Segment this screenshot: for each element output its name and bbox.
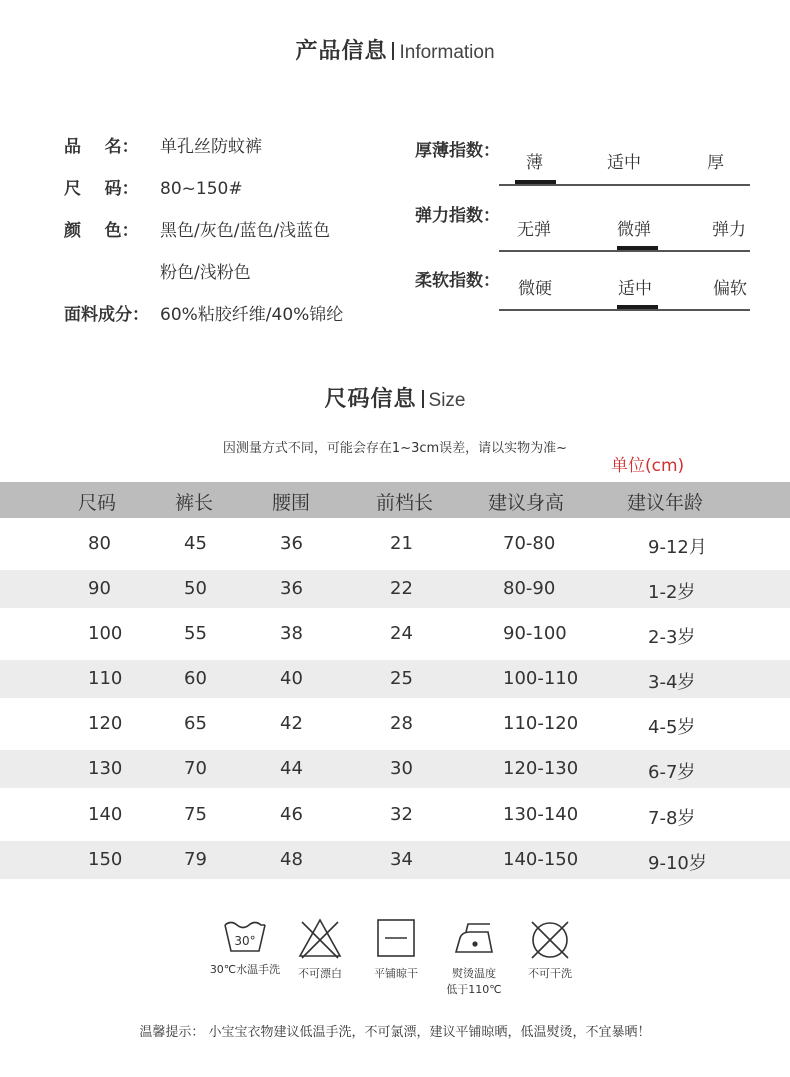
- unit-label: 单位(cm): [611, 456, 685, 476]
- cell-height: 140-150: [503, 849, 579, 870]
- care-hand-wash: [205, 916, 285, 978]
- size-title-en: Size: [428, 390, 466, 411]
- cell-front-rise: 22: [390, 578, 413, 599]
- cell-pants-length: 45: [184, 533, 207, 554]
- header-size: 尺码: [78, 492, 117, 514]
- softness-option-firm: 微硬: [518, 279, 552, 299]
- care-iron-low: [434, 916, 514, 998]
- cell-size: 80: [88, 533, 111, 554]
- title-divider: [392, 42, 394, 60]
- info-title-zh: 产品信息: [295, 39, 388, 64]
- no-dry-clean-icon: [526, 916, 574, 964]
- care-tip: 温馨提示： 小宝宝衣物建议低温手洗，不可氯漂，建议平铺晾晒，低温熨烫，不宜暴晒！: [139, 1025, 651, 1040]
- elasticity-index-label: 弹力指数：: [415, 206, 500, 226]
- table-row: [0, 750, 790, 788]
- product-fabric-label: 面料成分：: [64, 305, 149, 325]
- cell-front-rise: 30: [390, 758, 413, 779]
- softness-option-soft: 偏软: [713, 279, 747, 299]
- product-size-label: 尺 码：: [64, 179, 139, 199]
- thickness-index-label: 厚薄指数：: [415, 141, 500, 161]
- product-color-label: 颜 色：: [64, 221, 139, 241]
- cell-waist: 36: [280, 578, 303, 599]
- cell-front-rise: 21: [390, 533, 413, 554]
- cell-age: 4-5岁: [648, 717, 696, 738]
- table-row: [0, 660, 790, 698]
- cell-height: 90-100: [503, 623, 567, 644]
- cell-height: 100-110: [503, 668, 579, 689]
- cell-pants-length: 79: [184, 849, 207, 870]
- header-age: 建议年龄: [627, 492, 704, 514]
- cell-front-rise: 34: [390, 849, 413, 870]
- product-fabric-value: 60%粘胶纤维/40%锦纶: [160, 305, 344, 325]
- cell-pants-length: 70: [184, 758, 207, 779]
- cell-waist: 40: [280, 668, 303, 689]
- care-no-bleach: [280, 916, 360, 982]
- cell-pants-length: 55: [184, 623, 207, 644]
- thickness-option-thin: 薄: [526, 153, 543, 173]
- care-caption-line-1: 熨烫温度: [452, 967, 496, 980]
- cell-front-rise: 25: [390, 668, 413, 689]
- size-title-zh: 尺码信息: [324, 387, 417, 412]
- cell-waist: 46: [280, 804, 303, 825]
- care-caption: 30℃水温手洗: [209, 963, 281, 976]
- cell-waist: 42: [280, 713, 303, 734]
- cell-height: 130-140: [503, 804, 579, 825]
- table-row: [0, 841, 790, 879]
- cell-age: 2-3岁: [648, 627, 696, 648]
- iron-low-icon: [450, 916, 498, 960]
- cell-age: 9-12月: [648, 537, 707, 558]
- cell-size: 140: [88, 804, 123, 825]
- product-name-row: [64, 135, 262, 159]
- product-color-value: 黑色/灰色/蓝色/浅蓝色: [160, 221, 331, 241]
- elasticity-option-slight: 微弹: [617, 220, 651, 240]
- cell-height: 70-80: [503, 533, 556, 554]
- softness-option-medium: 适中: [618, 279, 652, 299]
- hand-wash-30-icon: [221, 916, 269, 956]
- cell-age: 9-10岁: [648, 853, 707, 874]
- size-table-header: [0, 482, 790, 518]
- cell-size: 120: [88, 713, 123, 734]
- cell-pants-length: 50: [184, 578, 207, 599]
- product-name-value: 单孔丝防蚊裤: [160, 137, 262, 157]
- header-waist: 腰围: [272, 492, 311, 514]
- thickness-option-medium: 适中: [607, 153, 641, 173]
- cell-pants-length: 65: [184, 713, 207, 734]
- care-caption: [434, 966, 514, 998]
- table-row: [0, 525, 790, 563]
- cell-waist: 48: [280, 849, 303, 870]
- table-row: [0, 615, 790, 653]
- wash-temp-text: 30°: [234, 934, 256, 948]
- header-pants-length: 裤长: [175, 492, 214, 514]
- no-bleach-icon: [296, 916, 344, 960]
- elasticity-option-stretch: 弹力: [712, 220, 746, 240]
- cell-front-rise: 28: [390, 713, 413, 734]
- cell-age: 1-2岁: [648, 582, 696, 603]
- header-front-rise: 前档长: [376, 492, 434, 514]
- size-section-title: [0, 382, 790, 413]
- title-divider: [422, 390, 424, 408]
- header-height: 建议身高: [488, 492, 565, 514]
- product-fabric-row: [64, 303, 343, 327]
- cell-height: 80-90: [503, 578, 556, 599]
- table-row: [0, 796, 790, 834]
- product-size-row: [64, 177, 243, 201]
- care-no-dry-clean: [510, 916, 590, 982]
- product-size-value: 80~150#: [160, 179, 243, 199]
- product-color-row: [64, 219, 330, 243]
- cell-front-rise: 32: [390, 804, 413, 825]
- measurement-note: 因测量方式不同，可能会存在1~3cm误差，请以实物为准~: [222, 441, 568, 456]
- info-title-en: Information: [399, 42, 495, 63]
- cell-age: 3-4岁: [648, 672, 696, 693]
- care-caption: 不可干洗: [528, 967, 572, 980]
- cell-waist: 44: [280, 758, 303, 779]
- info-section-title: [0, 34, 790, 65]
- cell-size: 90: [88, 578, 111, 599]
- cell-pants-length: 75: [184, 804, 207, 825]
- softness-index-label: 柔软指数：: [415, 271, 500, 291]
- care-caption: 不可漂白: [298, 967, 342, 980]
- cell-size: 100: [88, 623, 123, 644]
- cell-height: 110-120: [503, 713, 579, 734]
- thickness-option-thick: 厚: [707, 153, 724, 173]
- softness-scale-line: [499, 309, 750, 311]
- care-caption: 平铺晾干: [374, 967, 418, 980]
- cell-size: 110: [88, 668, 123, 689]
- cell-age: 6-7岁: [648, 762, 696, 783]
- cell-waist: 38: [280, 623, 303, 644]
- elasticity-option-none: 无弹: [517, 220, 551, 240]
- elasticity-scale-line: [499, 250, 750, 252]
- product-name-label: 品 名：: [64, 137, 139, 157]
- table-row: [0, 570, 790, 608]
- table-row: [0, 705, 790, 743]
- product-color-row-2: [64, 261, 251, 285]
- cell-size: 130: [88, 758, 123, 779]
- dry-flat-icon: [372, 916, 420, 960]
- product-color-value-2: 粉色/浅粉色: [160, 263, 251, 283]
- cell-pants-length: 60: [184, 668, 207, 689]
- cell-front-rise: 24: [390, 623, 413, 644]
- thickness-scale-line: [499, 184, 750, 186]
- care-dry-flat: [356, 916, 436, 982]
- cell-waist: 36: [280, 533, 303, 554]
- care-caption-line-2: 低于110℃: [446, 983, 502, 996]
- cell-size: 150: [88, 849, 123, 870]
- cell-age: 7-8岁: [648, 808, 696, 829]
- cell-height: 120-130: [503, 758, 579, 779]
